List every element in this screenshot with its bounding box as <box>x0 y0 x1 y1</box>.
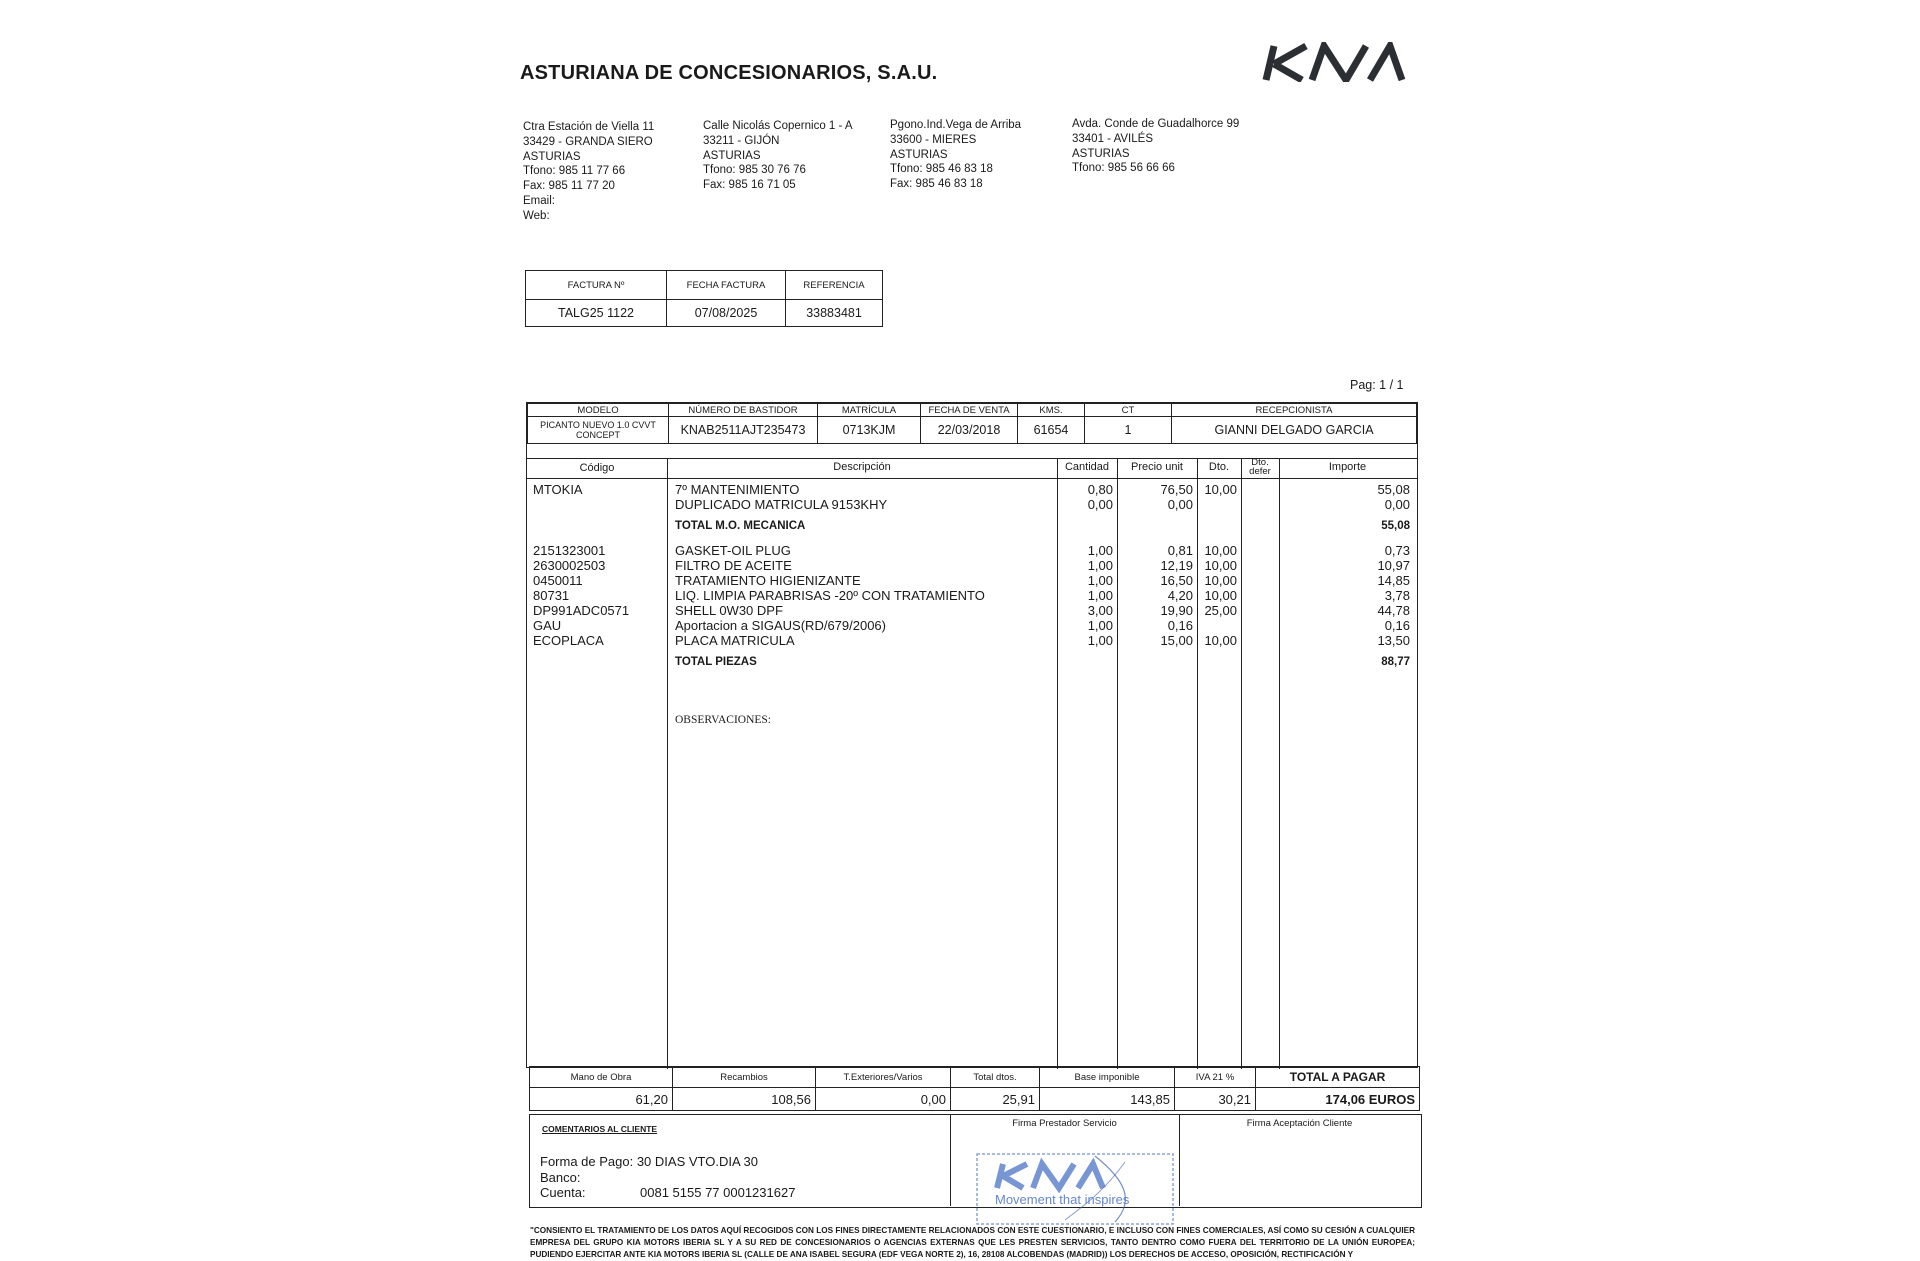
item-precio: 0,81 <box>1167 543 1193 558</box>
item-descripcion: DUPLICADO MATRICULA 9153KHY <box>675 497 888 512</box>
recepcionista-value: GIANNI DELGADO GARCIA <box>1172 417 1417 444</box>
item-cantidad: 1,00 <box>1087 633 1113 648</box>
base-imponible-value: 143,85 <box>1040 1088 1175 1111</box>
item-cantidad: 1,00 <box>1087 573 1113 588</box>
total-mo-label: TOTAL M.O. MECANICA <box>675 520 806 532</box>
item-codigo: 2630002503 <box>533 558 606 573</box>
item-codigo: GAU <box>533 618 562 633</box>
item-dto: 10,00 <box>1204 573 1237 588</box>
fecha-factura-label: FECHA FACTURA <box>667 271 786 300</box>
item-descripcion: GASKET-OIL PLUG <box>675 543 791 558</box>
recambios-label: Recambios <box>673 1067 816 1088</box>
firma-cliente-label: Firma Aceptación Cliente <box>1246 1118 1353 1129</box>
mano-obra-label: Mano de Obra <box>530 1067 673 1088</box>
col-dto: Dto. <box>1208 461 1230 473</box>
items-header-top <box>527 458 1417 459</box>
iva-value: 30,21 <box>1175 1088 1256 1111</box>
total-dtos-label: Total dtos. <box>951 1067 1040 1088</box>
iva-label: IVA 21 % <box>1175 1067 1256 1088</box>
modelo-label: MODELO <box>528 404 669 417</box>
item-dto: 10,00 <box>1204 588 1237 603</box>
item-cantidad: 3,00 <box>1087 603 1113 618</box>
total-mo-value: 55,08 <box>1381 520 1410 532</box>
address-gijon: Calle Nicolás Copernico 1 - A 33211 - GIJÓN ASTURIAS Tfono: 985 30 76 76 Fax: 985 16 71 05 <box>703 120 853 192</box>
item-importe: 14,85 <box>1377 573 1410 588</box>
item-precio: 19,90 <box>1160 603 1193 618</box>
kia-logo <box>1262 42 1410 82</box>
col-precio: Precio unit <box>1131 461 1183 473</box>
item-descripcion: LIQ. LIMPIA PARABRISAS -20º CON TRATAMIENTO <box>675 588 985 603</box>
item-descripcion: 7º MANTENIMIENTO <box>675 482 800 497</box>
item-codigo: MTOKIA <box>533 482 583 497</box>
item-precio: 0,00 <box>1167 497 1193 512</box>
total-pagar-value: 174,06 EUROS <box>1256 1088 1420 1111</box>
item-codigo: DP991ADC0571 <box>533 603 630 618</box>
bastidor-label: NÚMERO DE BASTIDOR <box>669 404 818 417</box>
referencia-value: 33883481 <box>786 300 883 327</box>
item-importe: 13,50 <box>1377 633 1410 648</box>
company-stamp <box>975 1150 1175 1225</box>
address-mieres: Pgono.Ind.Vega de Arriba 33600 - MIERES ASTURIAS Tfono: 985 46 83 18 Fax: 985 46 83 18 <box>890 119 1022 191</box>
recambios-value: 108,56 <box>673 1088 816 1111</box>
item-importe: 0,16 <box>1384 618 1410 633</box>
vehicle-table <box>527 403 1417 444</box>
item-codigo: ECOPLACA <box>533 633 604 648</box>
items-header-bottom <box>527 478 1417 479</box>
item-importe: 3,78 <box>1384 588 1410 603</box>
col-descripcion: Descripción <box>833 461 891 473</box>
cuenta-value: 0081 5155 77 0001231627 <box>640 1185 796 1200</box>
item-cantidad: 1,00 <box>1087 558 1113 573</box>
item-importe: 55,08 <box>1377 482 1410 497</box>
company-name: ASTURIANA DE CONCESIONARIOS, S.A.U. <box>520 62 938 84</box>
cuenta-label: Cuenta: <box>540 1185 586 1200</box>
item-descripcion: SHELL 0W30 DPF <box>675 603 783 618</box>
item-precio: 76,50 <box>1160 482 1193 497</box>
item-dto: 10,00 <box>1204 543 1237 558</box>
matricula-label: MATRÍCULA <box>818 404 921 417</box>
item-precio: 4,20 <box>1167 588 1193 603</box>
total-piezas-label: TOTAL PIEZAS <box>675 656 757 668</box>
bastidor-value: KNAB2511AJT235473 <box>669 417 818 444</box>
item-dto: 10,00 <box>1204 633 1237 648</box>
kms-label: KMS. <box>1018 404 1085 417</box>
base-imponible-label: Base imponible <box>1040 1067 1175 1088</box>
page-number: Pag: 1 / 1 <box>1350 378 1404 392</box>
item-precio: 15,00 <box>1160 633 1193 648</box>
divider-codigo <box>667 458 668 1069</box>
address-granda: Ctra Estación de Viella 11 33429 - GRANDA SIERO ASTURIAS Tfono: 985 11 77 66 Fax: 985 11 77 20 Email: Web: <box>523 121 655 222</box>
ct-label: CT <box>1085 404 1172 417</box>
referencia-label: REFERENCIA <box>786 271 883 300</box>
line-items-box <box>526 402 1418 1068</box>
banco-label: Banco: <box>540 1170 581 1185</box>
exteriores-label: T.Exteriores/Varios <box>816 1067 951 1088</box>
item-importe: 0,00 <box>1384 497 1410 512</box>
item-codigo: 2151323001 <box>533 543 606 558</box>
modelo-value: PICANTO NUEVO 1.0 CVVT CONCEPT <box>528 417 669 444</box>
item-precio: 0,16 <box>1167 618 1193 633</box>
totals-table <box>529 1066 1420 1111</box>
total-pagar-label: TOTAL A PAGAR <box>1256 1067 1420 1088</box>
item-codigo: 0450011 <box>533 573 583 588</box>
exteriores-value: 0,00 <box>816 1088 951 1111</box>
fecha-factura-value: 07/08/2025 <box>667 300 786 327</box>
col-cantidad: Cantidad <box>1064 461 1110 473</box>
item-cantidad: 1,00 <box>1087 543 1113 558</box>
invoice-header-table <box>525 270 883 327</box>
item-importe: 44,78 <box>1377 603 1410 618</box>
address-aviles: Avda. Conde de Guadalhorce 99 33401 - AVILÉS ASTURIAS Tfono: 985 56 66 66 <box>1072 118 1240 175</box>
item-descripcion: PLACA MATRICULA <box>675 633 795 648</box>
item-cantidad: 0,00 <box>1087 497 1113 512</box>
item-importe: 0,73 <box>1384 543 1410 558</box>
item-descripcion: TRATAMIENTO HIGIENIZANTE <box>675 573 861 588</box>
item-precio: 16,50 <box>1160 573 1193 588</box>
fecha-venta-value: 22/03/2018 <box>921 417 1018 444</box>
item-dto: 10,00 <box>1204 558 1237 573</box>
mano-obra-value: 61,20 <box>530 1088 673 1111</box>
divider-dto <box>1241 458 1242 1069</box>
matricula-value: 0713KJM <box>818 417 921 444</box>
forma-pago: Forma de Pago: 30 DIAS VTO.DIA 30 <box>540 1154 758 1169</box>
col-codigo: Código <box>579 462 615 474</box>
firma-prestador-label: Firma Prestador Servicio <box>1012 1118 1117 1129</box>
col-dto-defer: Dto. defer <box>1249 457 1271 477</box>
legal-disclaimer: "CONSIENTO EL TRATAMIENTO DE LOS DATOS AQUÍ RECOGIDOS CON LOS FINES DIRECTAMENTE RELACIONADOS CON ESTE CUESTIONARIO, E INCLUSO CON FINES COMERCIALES, ASÍ COMO SU CESIÓN A CUALQUIER EMPRESA DEL GRUPO KIA MOTORS IBERIA SL Y A SU RED DE CONCESIONARIOS O AGENCIAS EXTERNAS QUE LES PRESTEN SERVICIOS, TANTO DENTRO COMO FUERA DEL TERRITORIO DE LA UNIÓN EUROPEA; PUDIENDO EJERCITAR ANTE KIA MOTORS IBERIA SL (CALLE DE ANA ISABEL SEGURA (EDF VEGA NORTE 2), 16, 28108 ALCOBENDAS (MADRID)) LOS DERECHOS DE ACCESO, OPOSICIÓN, RECTIFICACIÓN Y <box>530 1226 1415 1259</box>
item-precio: 12,19 <box>1160 558 1193 573</box>
item-descripcion: Aportacion a SIGAUS(RD/679/2006) <box>675 618 886 633</box>
item-cantidad: 1,00 <box>1087 618 1113 633</box>
recepcionista-label: RECEPCIONISTA <box>1172 404 1417 417</box>
fecha-venta-label: FECHA DE VENTA <box>921 404 1018 417</box>
comentarios-label: COMENTARIOS AL CLIENTE <box>542 1124 658 1134</box>
observaciones-label: OBSERVACIONES: <box>675 714 771 726</box>
total-dtos-value: 25,91 <box>951 1088 1040 1111</box>
total-piezas-value: 88,77 <box>1381 656 1410 668</box>
item-importe: 10,97 <box>1377 558 1410 573</box>
item-dto: 10,00 <box>1204 482 1237 497</box>
item-descripcion: FILTRO DE ACEITE <box>675 558 792 573</box>
stamp-slogan: Movement that inspires <box>995 1192 1130 1207</box>
kms-value: 61654 <box>1018 417 1085 444</box>
factura-number: TALG25 1122 <box>526 300 667 327</box>
item-cantidad: 1,00 <box>1087 588 1113 603</box>
item-codigo: 80731 <box>533 588 570 603</box>
factura-label: FACTURA Nº <box>526 271 667 300</box>
item-cantidad: 0,80 <box>1087 482 1113 497</box>
col-importe: Importe <box>1328 461 1367 473</box>
ct-value: 1 <box>1085 417 1172 444</box>
item-dto: 25,00 <box>1204 603 1237 618</box>
